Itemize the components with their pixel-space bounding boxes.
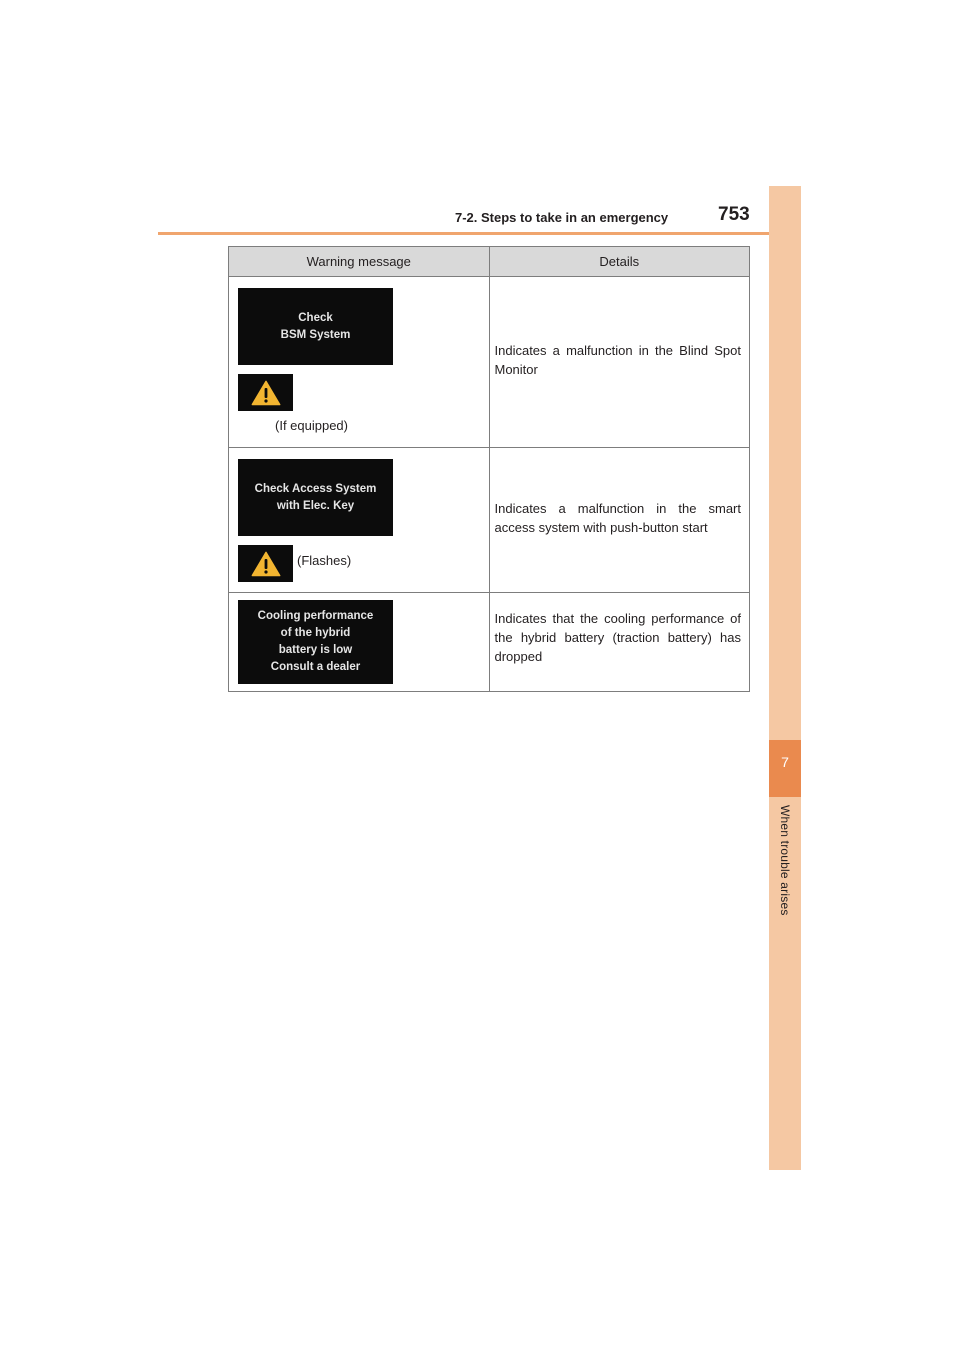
warning-message-graphic <box>238 600 489 684</box>
details-cell <box>489 277 750 448</box>
table-row <box>229 593 750 692</box>
chapter-number: 7 <box>781 754 789 770</box>
display-line: Cooling performance <box>257 610 374 622</box>
side-tab <box>769 186 801 1170</box>
display-screen-check-access <box>238 459 393 536</box>
column-header-warning-message: Warning message <box>229 247 490 277</box>
display-line: battery is low <box>278 644 353 656</box>
display-line: Consult a dealer <box>270 661 361 673</box>
row-note: (Flashes) <box>297 553 352 568</box>
row-note: (If equipped) <box>275 418 348 433</box>
table-header-row <box>229 247 750 277</box>
table-row <box>229 448 750 593</box>
warning-triangle-icon <box>251 380 281 406</box>
warning-triangle-icon <box>251 551 281 577</box>
column-header-details: Details <box>489 247 750 277</box>
display-screen-check-bsm <box>238 288 393 365</box>
warning-message-cell <box>229 277 490 448</box>
warning-icon-box <box>238 374 293 411</box>
display-line: of the hybrid <box>280 627 351 639</box>
page-number: 753 <box>718 204 750 225</box>
header-rule <box>158 232 800 235</box>
details-text: Indicates a malfunction in the smart access system with push-button start <box>494 501 741 535</box>
details-text: Indicates a malfunction in the Blind Spot Monitor <box>494 343 741 377</box>
warning-message-cell <box>229 448 490 593</box>
display-screen-cooling-performance <box>238 600 393 684</box>
warning-message-table <box>228 246 750 692</box>
display-line: Check <box>298 311 333 324</box>
details-cell <box>489 448 750 593</box>
warning-icon-box <box>238 545 293 582</box>
chapter-label: When trouble arises <box>778 805 792 916</box>
warning-message-graphic <box>238 288 489 436</box>
display-line: with Elec. Key <box>276 499 355 512</box>
details-cell <box>489 593 750 692</box>
display-line: Check Access System <box>254 482 377 495</box>
warning-message-graphic <box>238 459 489 581</box>
display-line: BSM System <box>280 328 351 341</box>
section-title: 7-2. Steps to take in an emergency <box>455 210 669 225</box>
table-row <box>229 277 750 448</box>
details-text: Indicates that the cooling performance of the hybrid battery (traction battery) has dropped <box>494 611 741 664</box>
warning-message-cell <box>229 593 490 692</box>
